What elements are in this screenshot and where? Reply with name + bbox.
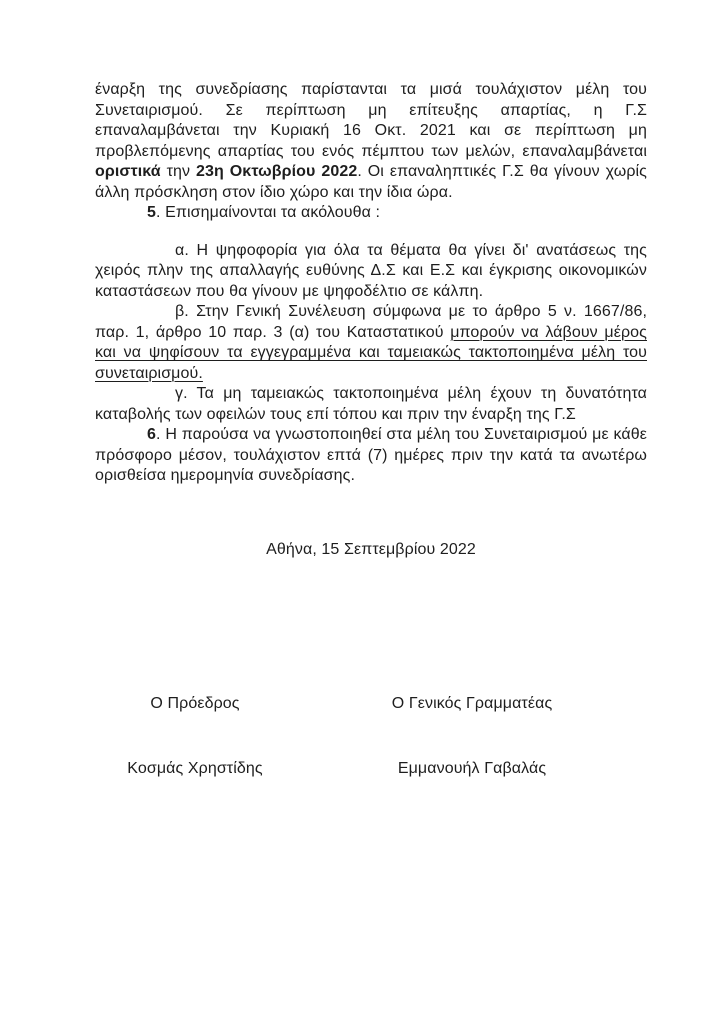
continuation-paragraph-run: οριστικά xyxy=(95,163,161,180)
continuation-paragraph-run: 23η Οκτωβρίου 2022 xyxy=(196,163,358,180)
item-5-alpha xyxy=(95,241,647,303)
item-5-beta xyxy=(95,302,647,384)
continuation-paragraph xyxy=(95,80,647,203)
item-6 xyxy=(95,425,647,487)
continuation-paragraph-run: την xyxy=(160,163,196,180)
date-line: Αθήνα, 15 Σεπτεμβρίου 2022 xyxy=(266,540,476,558)
item-5-beta-run: β. Στην Γενική Συνέλευση σύμφωνα με το άρθρο 5 ν. 1667/86, παρ. 1, άρθρο 10 παρ. 3 (α) του Καταστατικού xyxy=(95,303,647,341)
item-5-heading-run: 5 xyxy=(147,204,156,221)
signature-name-president: Κοσμάς Χρηστίδης xyxy=(127,759,263,777)
item-5-heading xyxy=(95,203,647,224)
document-body xyxy=(95,80,647,487)
item-5-gamma-run: γ. Τα μη ταμειακώς τακτοποιημένα μέλη έχουν τη δυνατότητα καταβολής των οφειλών τους επί τόπου και πριν την έναρξη της Γ.Σ xyxy=(95,385,647,423)
signature-president xyxy=(95,694,295,779)
signature-name-secretary: Εμμανουήλ Γαβαλάς xyxy=(397,759,547,777)
continuation-paragraph-run: έναρξη της συνεδρίασης παρίστανται τα μισά τουλάχιστον μέλη του Συνεταιρισμού. Σε περίπτωση μη επίτευξης απαρτίας, η Γ.Σ επαναλαμβάνεται την Κυριακή 16 Οκτ. 2021 και σε περίπτωση μη προβλεπόμενης απαρτίας του ενός πέμπτου των μελών, επαναλαμβάνεται xyxy=(95,81,647,160)
item-5-heading-run: . Επισημαίνονται τα ακόλουθα : xyxy=(156,204,381,221)
continuation-paragraph-run: . Οι επαναληπτικές Γ.Σ θα γίνουν χωρίς άλλη πρόσκληση στον ίδιο χώρο και την ίδια ώρα. xyxy=(95,163,647,201)
item-6-run: 6 xyxy=(147,426,156,443)
signature-secretary xyxy=(357,694,587,779)
item-5-beta-run: μπορούν να λάβουν μέρος και να ψηφίσουν τα εγγεγραμμένα και ταμειακώς τακτοποιημένα μέλη του συνεταιρισμού. xyxy=(95,323,647,382)
signature-block xyxy=(95,694,647,779)
item-6-run: . Η παρούσα να γνωστοποιηθεί στα μέλη του Συνεταιρισμού με κάθε πρόσφορο μέσον, τουλάχιστον επτά (7) ημέρες πριν την κατά τα ανωτέρω ορισθείσα ημερομηνία συνεδρίασης. xyxy=(95,426,647,484)
signature-title-president: Ο Πρόεδρος xyxy=(150,694,240,712)
item-5-alpha-run: α. Η ψηφοφορία για όλα τα θέματα θα γίνει δι' ανατάσεως της χειρός πλην της απαλλαγής ευθύνης Δ.Σ και Ε.Σ και έγκρισης οικονομικών καταστάσεων που θα γίνουν με ψηφοδέλτιο σε κάλπη. xyxy=(95,241,647,300)
signature-title-secretary: Ο Γενικός Γραμματέας xyxy=(391,694,553,712)
item-5-gamma xyxy=(95,384,647,425)
